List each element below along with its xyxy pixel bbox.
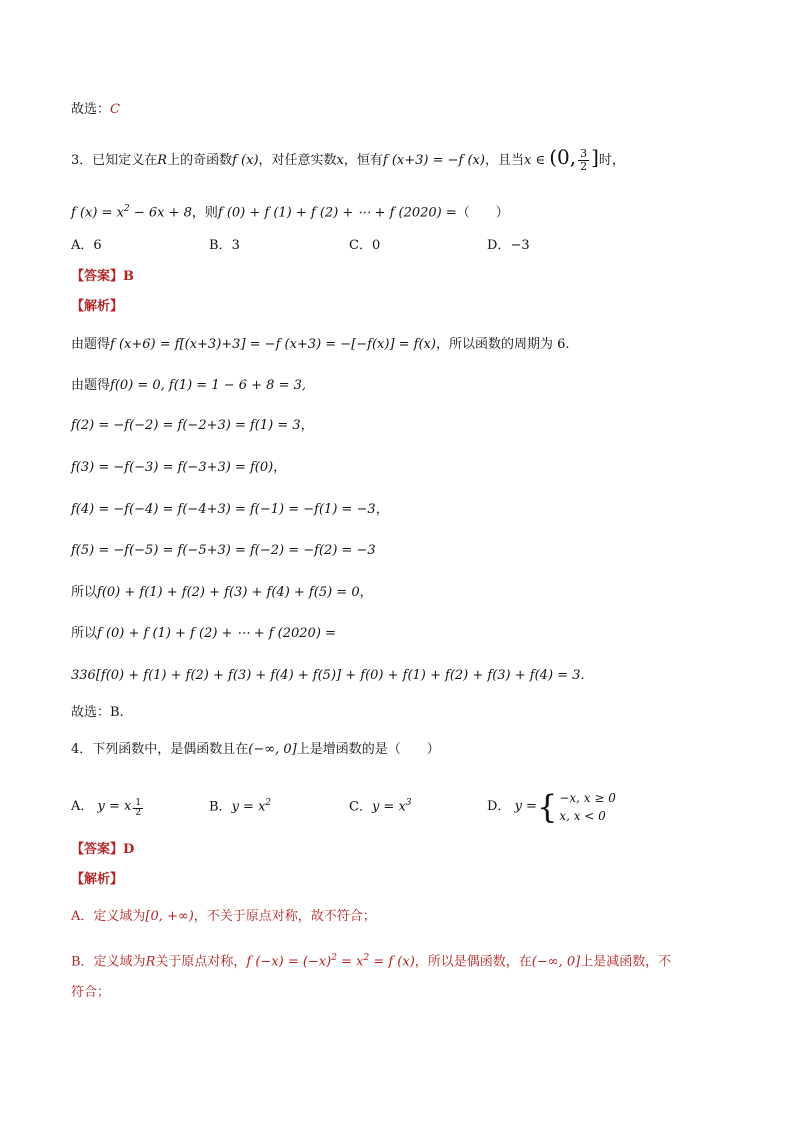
q3-option-label: B．	[209, 238, 232, 253]
q3-analysis-line	[71, 457, 286, 479]
q4-option-b	[209, 786, 349, 824]
q3-analysis-line	[71, 582, 373, 604]
q4-option-c-exp: 3	[405, 798, 412, 808]
q4-option-a-exp-den: 2	[135, 808, 142, 818]
q3-analysis-label: 【解析】	[71, 299, 124, 314]
q4-b-interval: (−∞, 0]	[531, 954, 581, 970]
q3-fx-def-rest: − 6x + 8	[129, 205, 192, 221]
q3-stem-text: ，则	[191, 205, 218, 221]
q4-a-interval: [0, +∞)	[145, 909, 194, 924]
q4-b-text: 上是减函数，不	[580, 954, 672, 970]
q4-option-a-exp-num: 1	[135, 798, 142, 808]
q4-a-text: A．定义域为	[71, 909, 146, 924]
q3-line-pre: 由题得	[71, 378, 111, 393]
q4-b-exp: 2	[331, 953, 337, 963]
q3-analysis-line	[71, 499, 389, 521]
q3-line-post: ，所以函数的周期为 6.	[435, 337, 570, 352]
q3-stem-text: 上的奇函数	[167, 153, 233, 168]
q3-option-label: C．	[349, 238, 372, 253]
q3-frac-num: 3	[580, 147, 588, 160]
q3-analysis-line	[71, 623, 336, 645]
q4-analysis-b-cont: 符合；	[71, 985, 111, 1000]
q3-option-value: 6	[93, 238, 102, 253]
q3-option-b	[209, 235, 349, 257]
q3-fx-def: f (x) = x	[71, 205, 124, 221]
q3-stem-text: 3．已知定义在	[71, 153, 158, 168]
q3-option-label: D．	[487, 238, 511, 253]
q3-option-a	[71, 235, 209, 257]
q4-answer-value: D	[123, 842, 135, 857]
q4-b-exp: 2	[363, 953, 370, 963]
prev-answer	[71, 99, 120, 121]
q4-option-label: D．	[487, 798, 511, 814]
q3-option-c	[349, 235, 487, 257]
q3-fx: f (x)	[232, 153, 259, 168]
q4-b-text: 关于原点对称，	[155, 954, 247, 970]
q4-option-d-y: y =	[514, 798, 537, 814]
q3-interval-left: (0,	[549, 145, 577, 169]
q4-answer	[71, 839, 134, 861]
q3-interval-right: ]	[591, 145, 599, 169]
q4-option-d-piece: −x, x ≥ 0	[559, 790, 616, 805]
q3-line-math: f (x+6) = f[(x+3)+3] = −f (x+3) = −[−f(x)] = f(x)	[110, 337, 436, 352]
q3-analysis-line	[71, 334, 570, 356]
q4-option-a	[71, 790, 209, 824]
q3-analysis-line	[71, 665, 585, 687]
q3-line-post: ，	[359, 585, 373, 600]
q4-option-label: B．	[209, 799, 232, 815]
q3-line-post: ，	[273, 460, 287, 475]
q3-line-pre: 所以	[71, 585, 98, 600]
q4-option-c	[349, 786, 487, 824]
q3-option-d	[487, 235, 530, 257]
q3-answer-value: B	[123, 269, 135, 284]
q4-option-d-piece: x, x < 0	[559, 808, 606, 823]
q3-functional-eq: f (x+3) = −f (x)	[382, 153, 485, 168]
q3-line-math: 336[f(0) + f(1) + f(2) + f(3) + f(4) + f(5)] + f(0) + f(1) + f(2) + f(3) + f(4) = 3.	[71, 668, 585, 683]
q3-stem-text: ，且当	[484, 153, 524, 168]
q3-fx-exp: 2	[123, 204, 130, 214]
q3-stem-line1	[71, 146, 625, 173]
q4-b-eq: = f (x)	[369, 954, 415, 970]
q4-option-d	[487, 789, 616, 825]
q3-line-math: f(4) = −f(−4) = f(−4+3) = f(−1) = −f(1) = −3	[71, 502, 376, 517]
q4-b-eq: f (−x) = (−x)	[246, 954, 332, 970]
q4-option-label: A．	[71, 799, 94, 815]
q4-option-b-base: y = x	[231, 799, 266, 815]
q4-option-c-base: y = x	[371, 799, 406, 815]
q3-line-post: ，	[300, 418, 314, 433]
q4-option-a-base: y = x	[97, 799, 132, 815]
q3-line-math: f (0) + f (1) + f (2) + ⋯ + f (2020) =	[97, 626, 336, 641]
q3-x: x	[336, 153, 344, 168]
q3-analysis-line	[71, 375, 306, 397]
q3-line-math: f(3) = −f(−3) = f(−3+3) = f(0)	[71, 460, 274, 475]
q4-option-b-exp: 2	[265, 798, 272, 808]
q3-option-value: −3	[510, 238, 530, 253]
q3-analysis-line	[71, 415, 314, 437]
q4-option-a-exp	[133, 799, 143, 818]
q3-stem-text: ，对任意实数	[258, 153, 337, 168]
q3-answer	[71, 266, 134, 288]
q3-conclusion: 故选：B.	[71, 705, 124, 720]
q3-line-math: f(0) = 0, f(1) = 1 − 6 + 8 = 3,	[110, 378, 307, 393]
q3-option-value: 3	[231, 238, 240, 253]
q3-line-math: f(2) = −f(−2) = f(−2+3) = f(1) = 3	[71, 418, 301, 433]
q3-line-math: f(0) + f(1) + f(2) + f(3) + f(4) + f(5) = 0	[97, 585, 360, 600]
q4-option-d-pieces	[559, 789, 616, 825]
q4-options	[71, 786, 616, 825]
q4-stem-text: 4．下列函数中，是偶函数且在	[71, 742, 249, 757]
q4-b-eq: = x	[336, 954, 364, 970]
q4-answer-label: 【答案】	[71, 842, 124, 857]
q4-option-label: C．	[349, 799, 372, 815]
q3-analysis-line	[71, 540, 376, 562]
q3-paren: （ ）	[456, 205, 509, 221]
q3-frac-den: 2	[580, 160, 588, 173]
q3-sum: f (0) + f (1) + f (2) + ⋯ + f (2020) =	[217, 205, 457, 221]
q4-b-text: B．定义域为	[71, 954, 146, 970]
q3-line-post: ，	[375, 502, 389, 517]
q4-stem-interval: (−∞, 0]	[248, 742, 297, 757]
q3-domain-R: R	[157, 153, 168, 168]
q3-x-in: x ∈	[523, 153, 546, 168]
q4-analysis-label: 【解析】	[71, 872, 124, 887]
q3-fraction	[578, 148, 589, 173]
q3-stem-line2	[71, 198, 509, 224]
q3-line-pre: 所以	[71, 626, 98, 641]
q3-answer-label: 【答案】	[71, 269, 124, 284]
q3-options	[71, 235, 530, 257]
prev-answer-label: 故选：	[71, 102, 111, 117]
q3-stem-text: ，恒有	[343, 153, 383, 168]
brace-icon: {	[536, 787, 558, 826]
q3-stem-text: 时，	[598, 153, 625, 168]
q4-analysis-a	[71, 906, 376, 928]
q4-b-R: R	[145, 954, 156, 970]
q4-a-text: ，不关于原点对称，故不符合；	[193, 909, 376, 924]
q4-b-text: ，所以是偶函数，在	[414, 954, 532, 970]
q4-stem	[71, 739, 440, 761]
q4-analysis-b	[71, 947, 671, 973]
q3-option-value: 0	[371, 238, 381, 253]
prev-answer-value: C	[110, 102, 120, 117]
q4-stem-text: 上是增函数的是（ ）	[296, 742, 440, 757]
q3-line-pre: 由题得	[71, 337, 111, 352]
q3-option-label: A．	[71, 238, 94, 253]
q3-line-math: f(5) = −f(−5) = f(−5+3) = f(−2) = −f(2) = −3	[71, 543, 376, 558]
